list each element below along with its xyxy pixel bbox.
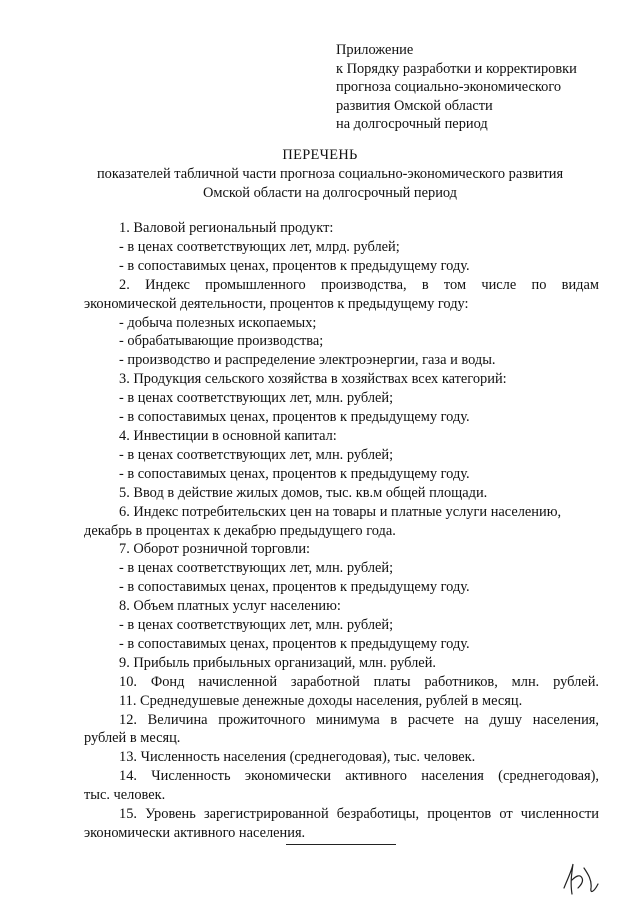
list-item: рублей в месяц. (84, 730, 181, 747)
list-item: 14. Численность экономически активного населения (среднегодовая), (119, 768, 599, 785)
list-item: 5. Ввод в действие жилых домов, тыс. кв.м общей площади. (119, 484, 488, 501)
list-item: тыс. человек. (84, 787, 166, 804)
appendix-line: прогноза социально-экономического (336, 79, 562, 96)
appendix-header (336, 41, 577, 134)
list-item: 2. Индекс промышленного производства, в том числе по видам (119, 276, 599, 293)
appendix-line: к Порядку разработки и корректировки (336, 60, 577, 77)
signature-mark (558, 858, 608, 898)
list-item: 10. Фонд начисленной заработной платы работников, млн. рублей. (119, 673, 599, 690)
list-item: - обрабатывающие производства; (119, 333, 324, 350)
list-item: экономически активного населения. (84, 825, 306, 841)
list-item: 8. Объем платных услуг населению: (119, 598, 341, 615)
list-item: - в сопоставимых ценах, процентов к предыдущему году. (119, 465, 470, 482)
list-item: 13. Численность населения (среднегодовая), тыс. человек. (119, 749, 476, 766)
list-item: - в ценах соответствующих лет, млн. рублей; (119, 446, 394, 463)
list-item: - в ценах соответствующих лет, млн. рублей; (119, 390, 394, 407)
appendix-line: на долгосрочный период (336, 116, 488, 133)
list-item: 15. Уровень зарегистрированной безработицы, процентов от численности (119, 806, 599, 823)
indicator-list (84, 219, 599, 843)
list-item: 1. Валовой региональный продукт: (119, 220, 334, 236)
list-item: - в сопоставимых ценах, процентов к предыдущему году. (119, 257, 470, 274)
list-item: экономической деятельности, процентов к предыдущему году: (84, 295, 469, 312)
list-item: - в ценах соответствующих лет, млн. рублей; (119, 560, 394, 577)
list-item: декабрь в процентах к декабрю предыдущего года. (84, 522, 396, 539)
list-item: - добыча полезных ископаемых; (119, 314, 317, 331)
list-item: - в ценах соответствующих лет, млн. рублей; (119, 617, 394, 634)
list-item: - в сопоставимых ценах, процентов к предыдущему году. (119, 579, 470, 596)
list-item: 9. Прибыль прибыльных организаций, млн. рублей. (119, 654, 436, 671)
list-item: - производство и распределение электроэнергии, газа и воды. (119, 352, 496, 369)
appendix-line: Приложение (336, 42, 414, 58)
end-divider (286, 844, 396, 845)
list-item: 4. Инвестиции в основной капитал: (119, 427, 337, 444)
appendix-line: развития Омской области (336, 97, 493, 114)
list-item: - в сопоставимых ценах, процентов к предыдущему году. (119, 635, 470, 652)
list-item: 6. Индекс потребительских цен на товары и платные услуги населению, (119, 503, 562, 520)
list-item: 12. Величина прожиточного минимума в расчете на душу населения, (119, 711, 599, 728)
list-item: 7. Оборот розничной торговли: (119, 541, 311, 558)
subtitle-line: показателей табличной части прогноза социально-экономического развития (96, 166, 564, 182)
list-item: 11. Среднедушевые денежные доходы населения, рублей в месяц. (119, 692, 523, 709)
list-item: - в сопоставимых ценах, процентов к предыдущему году. (119, 409, 470, 426)
document-title: ПЕРЕЧЕНЬ (282, 147, 358, 163)
document-subtitle (60, 165, 600, 203)
subtitle-line: Омской области на долгосрочный период (202, 185, 458, 201)
list-item: 3. Продукция сельского хозяйства в хозяйствах всех категорий: (119, 371, 507, 388)
list-item: - в ценах соответствующих лет, млрд. рублей; (119, 238, 400, 255)
